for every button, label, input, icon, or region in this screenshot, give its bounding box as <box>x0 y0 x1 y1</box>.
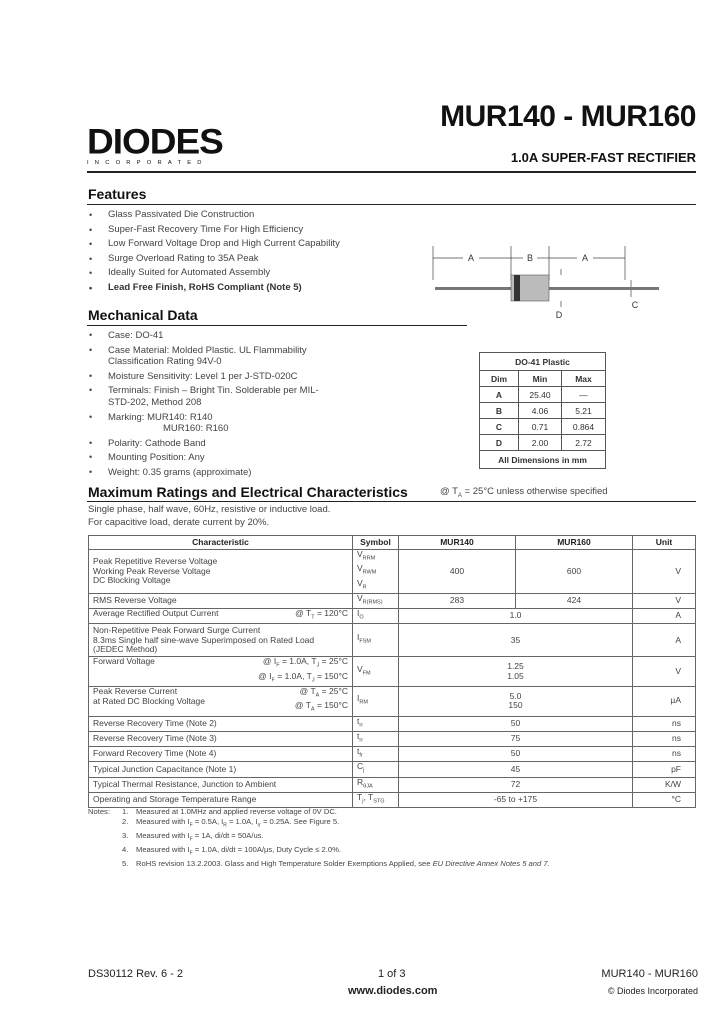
symbol-cell <box>353 792 399 807</box>
dim-header: Min <box>519 371 562 387</box>
note-number: 5. <box>122 859 129 869</box>
mechanical-divider <box>87 325 467 326</box>
ratings-temp-note <box>440 486 608 499</box>
footer-doc-number: DS30112 Rev. 6 - 2 <box>88 968 183 980</box>
characteristic-cell: Operating and Storage Temperature Range <box>89 792 353 807</box>
note-part: Measured with I <box>136 845 190 855</box>
char-line: Non-Repetitive Peak Forward Surge Current <box>93 625 261 636</box>
sym: I <box>357 693 360 704</box>
char-line: (JEDEC Method) <box>93 644 158 655</box>
value-line: 150 <box>508 700 523 711</box>
condition <box>295 687 348 716</box>
cond-text: @ T <box>299 685 316 696</box>
characteristic-cell: Typical Junction Capacitance (Note 1) <box>89 762 353 777</box>
sym-sub: rr <box>359 722 364 729</box>
value-cell: 72 <box>399 777 633 792</box>
sym-sub: RM <box>359 699 368 706</box>
mech-item: • Case Material: Molded Plastic. UL Flammability Classification Rating 94V-0 <box>87 345 335 368</box>
notes-table <box>88 807 550 870</box>
char-line: 8.3ms Single half sine-wave Superimposed on Rated Load <box>93 634 315 645</box>
sym-sub: j <box>362 798 364 805</box>
sym-sub: RRM <box>362 555 376 562</box>
mech-item: • Polarity: Cathode Band <box>87 438 335 450</box>
ratings-row <box>89 657 696 687</box>
note-sub: rr <box>257 822 261 829</box>
note-text <box>136 845 550 859</box>
logo-wordmark: DIODES <box>87 122 223 161</box>
value-cell: 50 <box>399 716 633 731</box>
feature-item: • Super-Fast Recovery Time For High Efficiency <box>87 223 387 238</box>
dim-cell: — <box>562 387 606 403</box>
diodes-logo <box>87 122 237 166</box>
dim-cell: B <box>480 403 519 419</box>
feature-item: • Lead Free Finish, RoHS Compliant (Note 5) <box>87 281 387 296</box>
note-part: = 1A, di/dt = 50A/us. <box>192 831 264 841</box>
characteristic-cell: RMS Reverse Voltage <box>89 593 353 608</box>
note-part: = 0.5A, I <box>192 817 224 827</box>
cond-text: @ I <box>262 656 277 667</box>
condition <box>295 609 348 623</box>
note-number: 2. <box>122 817 129 827</box>
characteristic-cell: Reverse Recovery Time (Note 2) <box>89 716 353 731</box>
ratings-table <box>88 535 696 808</box>
mech-item: • Terminals: Finish – Bright Tin. Solderable per MIL-STD-202, Method 208 <box>87 385 335 408</box>
cond-text: = 1.0A, T <box>274 670 312 681</box>
value-cell <box>399 686 633 716</box>
symbol-cell <box>353 777 399 792</box>
cond-sub: F <box>271 677 275 684</box>
cond-text: @ T <box>295 608 312 619</box>
ratings-intro-2: For capacitive load, derate current by 20%. <box>88 517 270 528</box>
characteristic-cell <box>89 550 353 594</box>
sym: t <box>357 715 360 726</box>
unit-cell: A <box>633 624 696 657</box>
value-cell: 600 <box>516 550 633 594</box>
page-title: MUR140 - MUR160 <box>440 100 696 133</box>
cond-text: = 120°C <box>314 608 348 619</box>
unit-cell: ns <box>633 731 696 746</box>
sym: V <box>357 563 363 574</box>
sym: t <box>357 746 360 757</box>
ratings-row <box>89 731 696 746</box>
characteristic-cell: Reverse Recovery Time (Note 3) <box>89 731 353 746</box>
char-line: Forward Voltage <box>93 656 155 667</box>
unit-cell: V <box>633 550 696 594</box>
note-sub: F <box>189 850 193 857</box>
diagram-label-a: A <box>467 253 475 263</box>
sym: V <box>357 577 363 588</box>
dim-row <box>480 419 606 435</box>
unit-cell: ns <box>633 716 696 731</box>
condition <box>258 657 348 686</box>
note-part: = 0.25A. See Figure 5. <box>260 817 340 827</box>
lead-left <box>435 287 511 290</box>
notes-label: Notes: <box>88 807 110 816</box>
sym: t <box>357 730 360 741</box>
note-text <box>136 817 550 831</box>
cond-text: @ T <box>294 700 311 711</box>
sym-sub: O <box>359 614 364 621</box>
dim-row <box>480 387 606 403</box>
features-heading: Features <box>88 186 147 202</box>
dim-row <box>480 435 606 451</box>
dim-cell: 0.71 <box>519 419 562 435</box>
characteristic-cell <box>89 657 353 687</box>
sym-sub: θJA <box>363 783 373 790</box>
note-part: Measured with I <box>136 817 190 827</box>
value-cell: 283 <box>399 593 516 608</box>
notes-section <box>88 807 550 870</box>
feature-item: • Ideally Suited for Automated Assembly <box>87 266 387 281</box>
sym-sub: R <box>362 584 367 591</box>
cond-sub: A <box>315 692 320 699</box>
sym-sub: RWM <box>362 569 377 576</box>
unit-cell: µA <box>633 686 696 716</box>
ratings-row <box>89 550 696 594</box>
mech-item: • Mounting Position: Any <box>87 452 335 464</box>
dim-cell: 5.21 <box>562 403 606 419</box>
dim-cell: D <box>480 435 519 451</box>
unit-cell: ns <box>633 747 696 762</box>
note-sub: F <box>189 822 193 829</box>
dim-header: Dim <box>480 371 519 387</box>
symbol-cell <box>353 550 399 594</box>
unit-cell: pF <box>633 762 696 777</box>
symbol-cell <box>353 624 399 657</box>
sym: V <box>357 549 363 559</box>
sym-sub: FM <box>362 670 371 677</box>
value-cell: 50 <box>399 747 633 762</box>
value-cell: 1.0 <box>399 609 633 624</box>
cond-text: @ I <box>258 670 272 681</box>
cond-text: = 150°C <box>314 670 348 681</box>
unit-cell: V <box>633 593 696 608</box>
dim-cell: 2.00 <box>519 435 562 451</box>
ratings-row <box>89 762 696 777</box>
temp-note-text: @ T <box>440 486 458 497</box>
marking-line-2: MUR160: R160 <box>163 423 229 435</box>
mech-item: • Weight: 0.35 grams (approximate) <box>87 467 335 479</box>
value-cell: -65 to +175 <box>399 792 633 807</box>
sym-sub: rr <box>359 737 364 744</box>
footer-page-number: 1 of 3 <box>378 968 406 980</box>
value-line: 5.0 <box>509 690 522 701</box>
sym: I <box>357 632 360 643</box>
cond-sub: F <box>276 663 280 670</box>
ratings-row <box>89 747 696 762</box>
value-cell <box>399 657 633 687</box>
feature-item: • Surge Overload Rating to 35A Peak <box>87 252 387 267</box>
symbol-cell <box>353 609 399 624</box>
col-header: Characteristic <box>89 536 353 550</box>
symbol-cell <box>353 593 399 608</box>
sym-sub: fr <box>359 752 363 759</box>
ratings-header-row <box>89 536 696 550</box>
package-diagram <box>425 242 665 324</box>
unit-cell: °C <box>633 792 696 807</box>
header-divider <box>87 171 696 173</box>
value-cell: 75 <box>399 731 633 746</box>
sym-sub: j <box>363 768 365 775</box>
dim-cell: 2.72 <box>562 435 606 451</box>
logo-subtext: INCORPORATED <box>87 160 208 166</box>
cathode-band <box>514 275 520 301</box>
col-header: Unit <box>633 536 696 550</box>
symbol-cell <box>353 731 399 746</box>
footer-website-link[interactable]: www.diodes.com <box>348 985 438 997</box>
char-line: Working Peak Reverse Voltage <box>93 565 211 576</box>
char-line: at Rated DC Blocking Voltage <box>93 695 205 706</box>
ratings-intro-1: Single phase, half wave, 60Hz, resistive or inductive load. <box>88 504 331 515</box>
mech-item: • Moisture Sensitivity: Level 1 per J-STD-020C <box>87 371 335 383</box>
note-number: 3. <box>122 831 129 841</box>
mechanical-list <box>87 330 335 479</box>
ratings-heading: Maximum Ratings and Electrical Characteristics <box>88 484 408 500</box>
ratings-row <box>89 609 696 624</box>
value-cell: 400 <box>399 550 516 594</box>
cond-text: = 150°C <box>314 700 348 711</box>
dim-row <box>480 403 606 419</box>
sym-sub: STG <box>373 798 385 805</box>
cond-text: = 25°C <box>319 656 348 667</box>
char-line: Average Rectified Output Current <box>93 608 219 619</box>
note-part: = 1.0A, I <box>226 817 258 827</box>
characteristic-cell: Forward Recovery Time (Note 4) <box>89 747 353 762</box>
feature-item: • Low Forward Voltage Drop and High Current Capability <box>87 237 387 252</box>
note-part: RoHS revision 13.2.2003. Glass and High Temperature Solder Exemptions Applied, see <box>136 859 433 869</box>
ratings-divider <box>87 501 696 502</box>
note-text: Measured at 1.0MHz and applied reverse voltage of 0V DC. <box>136 807 337 816</box>
sym: T <box>357 791 363 802</box>
sym: R <box>357 776 364 787</box>
cond-sub: T <box>311 614 315 621</box>
note-link-text: EU Directive Annex Notes 5 and 7. <box>432 859 550 869</box>
unit-cell: K/W <box>633 777 696 792</box>
char-line: DC Blocking Voltage <box>93 575 171 586</box>
cond-text: = 1.0A, T <box>279 656 317 667</box>
symbol-cell <box>353 686 399 716</box>
ratings-row <box>89 686 696 716</box>
note-number: 1. <box>122 807 129 816</box>
characteristic-cell <box>89 624 353 657</box>
footer-copyright: © Diodes Incorporated <box>607 986 698 996</box>
col-header: Symbol <box>353 536 399 550</box>
dim-cell: A <box>480 387 519 403</box>
sym: C <box>357 761 364 772</box>
dim-cell: 4.06 <box>519 403 562 419</box>
dim-cell: 25.40 <box>519 387 562 403</box>
note-part: = 1.0A, di/dt = 100A/µs, Duty Cycle ≤ 2.0%. <box>192 845 341 855</box>
footer-part-number: MUR140 - MUR160 <box>601 968 698 980</box>
dim-cell: 0.864 <box>562 419 606 435</box>
ratings-row <box>89 777 696 792</box>
dim-table-footer: All Dimensions in mm <box>480 451 606 469</box>
cond-sub: A <box>310 706 315 713</box>
value-line: 1.25 <box>507 661 524 672</box>
symbol-cell <box>353 762 399 777</box>
diagram-label-d: D <box>555 310 563 320</box>
char-lines <box>93 687 205 716</box>
features-divider <box>87 204 696 205</box>
symbol-cell <box>353 657 399 687</box>
dim-header: Max <box>562 371 606 387</box>
ratings-row <box>89 593 696 608</box>
char-line: Peak Reverse Current <box>93 685 178 696</box>
ratings-row <box>89 716 696 731</box>
dim-table-title: DO-41 Plastic <box>480 353 606 371</box>
symbol-cell <box>353 716 399 731</box>
col-header: MUR140 <box>399 536 516 550</box>
temp-note-rest: = 25°C unless otherwise specified <box>461 486 608 497</box>
value-cell: 45 <box>399 762 633 777</box>
mech-item: • Case: DO-41 <box>87 330 335 342</box>
sym-sub: R(RMS) <box>362 599 383 606</box>
sym-sub: FSM <box>359 638 371 645</box>
mechanical-heading: Mechanical Data <box>88 307 198 323</box>
note-text <box>136 831 550 845</box>
value-line: 1.05 <box>507 670 524 681</box>
cond-sub: J <box>316 663 320 670</box>
note-number: 4. <box>122 845 129 855</box>
diagram-label-a2: A <box>581 253 589 263</box>
mech-item <box>87 412 335 435</box>
feature-item: • Glass Passivated Die Construction <box>87 208 387 223</box>
cond-text: = 25°C <box>319 685 348 696</box>
note-sub: F <box>189 836 193 843</box>
note-part: Measured with I <box>136 831 190 841</box>
features-list <box>87 208 387 296</box>
unit-cell: A <box>633 609 696 624</box>
dimension-table <box>479 352 606 469</box>
characteristic-cell <box>89 609 353 624</box>
symbol-cell <box>353 747 399 762</box>
characteristic-cell <box>89 686 353 716</box>
value-cell: 35 <box>399 624 633 657</box>
cond-sub: J <box>311 677 315 684</box>
sym: , T <box>363 791 374 802</box>
characteristic-cell: Typical Thermal Resistance, Junction to Ambient <box>89 777 353 792</box>
diagram-label-c: C <box>631 300 639 310</box>
value-cell: 424 <box>516 593 633 608</box>
temp-note-sub: A <box>457 492 462 499</box>
col-header: MUR160 <box>516 536 633 550</box>
dim-cell: C <box>480 419 519 435</box>
ratings-row <box>89 792 696 807</box>
char-line: Peak Repetitive Reverse Voltage <box>93 556 218 567</box>
ratings-row <box>89 624 696 657</box>
sym: V <box>357 592 363 603</box>
sym: I <box>357 608 360 619</box>
note-sub: R <box>223 822 227 829</box>
page-subtitle: 1.0A SUPER-FAST RECTIFIER <box>510 150 696 165</box>
unit-cell: V <box>633 657 696 687</box>
note-text <box>136 859 550 869</box>
sym: V <box>357 663 363 674</box>
marking-line-1: Marking: MUR140: R140 <box>108 411 213 423</box>
lead-right <box>549 287 659 290</box>
diagram-label-b: B <box>526 253 534 263</box>
